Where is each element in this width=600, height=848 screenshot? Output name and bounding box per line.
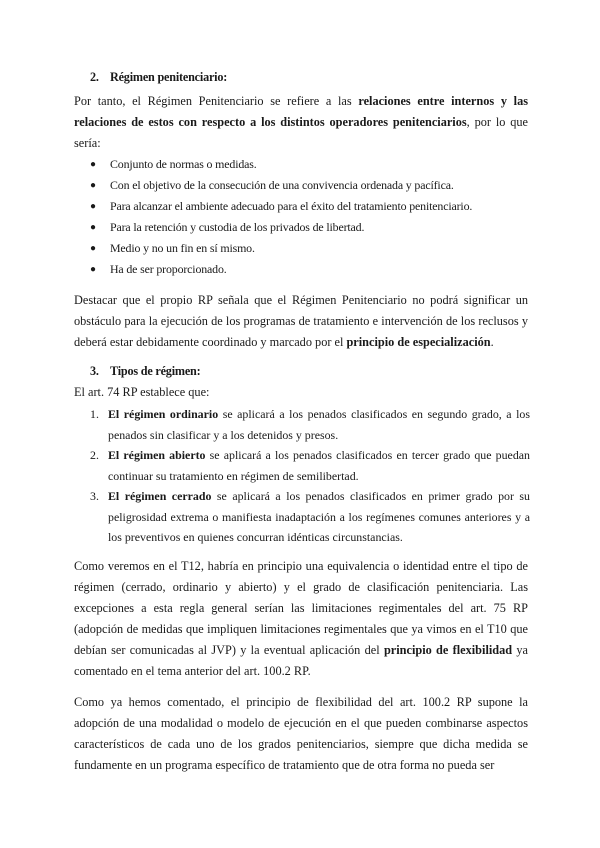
section-2-closing bbox=[74, 290, 528, 353]
intro-text-1: Por tanto, el Régimen Penitenciario se refiere a las bbox=[74, 94, 359, 108]
bullet-icon: ● bbox=[90, 180, 96, 191]
list-item bbox=[90, 217, 530, 238]
section-3-number: 3. bbox=[90, 364, 99, 378]
section-3-title: Tipos de régimen: bbox=[110, 364, 201, 378]
bullet-icon: ● bbox=[90, 243, 96, 254]
list-item bbox=[90, 154, 530, 175]
closing-text-1: Destacar que el propio RP señala que el Régimen Penitenciario no podrá significar un obstáculo para la ejecución de los programas de tratamiento e intervención de los reclusos y deberá estar debidamente coordinado y marcado por el bbox=[74, 293, 528, 349]
item-number: 3. bbox=[90, 489, 99, 503]
list-item bbox=[90, 238, 530, 259]
intro-text-2: , por lo que sería: bbox=[74, 115, 528, 150]
intro-bold: relaciones entre internos y las relaciones de estos con respecto a los distintos operadores penitenciarios bbox=[74, 94, 528, 129]
list-item bbox=[90, 196, 530, 217]
item-bold: El régimen abierto bbox=[108, 448, 206, 462]
item-text: se aplicará a los penados clasificados en segundo grado, a los penados sin clasificar y a los detenidos y presos. bbox=[108, 407, 530, 442]
para1-bold: principio de flexibilidad bbox=[383, 643, 513, 657]
bullet-text: Con el objetivo de la consecución de una convivencia ordenada y pacífica. bbox=[110, 178, 454, 192]
item-text: se aplicará a los penados clasificados en primer grado por su peligrosidad extrema o manifiesta inadaptación a los regímenes comunes anteriores y a los preventivos en quienes concurran idénticas circunstancias. bbox=[108, 489, 530, 544]
section-2-number: 2. bbox=[90, 70, 99, 84]
bullet-icon: ● bbox=[90, 264, 96, 275]
bullet-text: Conjunto de normas o medidas. bbox=[110, 157, 257, 171]
section-3-intro: El art. 74 RP establece que: bbox=[74, 385, 210, 399]
section-3-paragraph-1 bbox=[74, 556, 528, 682]
item-bold: El régimen ordinario bbox=[108, 407, 219, 421]
regimen-types-list bbox=[90, 404, 530, 548]
closing-text-2: . bbox=[490, 335, 494, 349]
bullet-icon: ● bbox=[90, 201, 96, 212]
item-bold: El régimen cerrado bbox=[108, 489, 212, 503]
bullet-icon: ● bbox=[90, 222, 96, 233]
closing-bold: principio de especialización bbox=[346, 335, 491, 349]
section-3-paragraph-2: Como ya hemos comentado, el principio de flexibilidad del art. 100.2 RP supone la adopción de una modalidad o modelo de ejecución en el que pueden combinarse aspectos característicos de cada uno de los grados penitenciarios, siempre que dicha medida se fundamente en un programa específico de tratamiento que de otra forma no pueda ser bbox=[74, 695, 528, 772]
para1-text-2: ya comentado en el tema anterior del art. 100.2 RP. bbox=[74, 643, 529, 678]
bullet-text: Ha de ser proporcionado. bbox=[110, 262, 227, 276]
section-3-heading bbox=[90, 364, 201, 379]
item-text: se aplicará a los penados clasificados en tercer grado que puedan continuar su tratamiento en régimen de semilibertad. bbox=[108, 448, 530, 483]
list-item bbox=[90, 486, 530, 548]
list-item bbox=[90, 445, 530, 486]
item-number: 2. bbox=[90, 448, 99, 462]
section-2-intro bbox=[74, 91, 528, 154]
section-2-title: Régimen penitenciario: bbox=[110, 70, 228, 84]
list-item bbox=[90, 175, 530, 196]
list-item bbox=[90, 259, 530, 280]
section-2-heading bbox=[90, 70, 227, 85]
bullet-text: Para alcanzar el ambiente adecuado para el éxito del tratamiento penitenciario. bbox=[110, 199, 473, 213]
list-item bbox=[90, 404, 530, 445]
bullet-text: Para la retención y custodia de los privados de libertad. bbox=[110, 220, 365, 234]
para1-text-1: Como veremos en el T12, habría en principio una equivalencia o identidad entre el tipo de régimen (cerrado, ordinario y abierto) y el grado de clasificación penitenciaria. Las excepciones a esta regla general serían las limitaciones regimentales del art. 75 RP (adopción de medidas que impliquen limitaciones regimentales que ya vimos en el T10 que debían ser comunicadas al JVP) y la eventual aplicación del bbox=[74, 559, 528, 657]
item-number: 1. bbox=[90, 407, 99, 421]
regimen-bullet-list bbox=[90, 154, 530, 280]
bullet-text: Medio y no un fin en sí mismo. bbox=[110, 241, 255, 255]
bullet-icon: ● bbox=[90, 159, 96, 170]
